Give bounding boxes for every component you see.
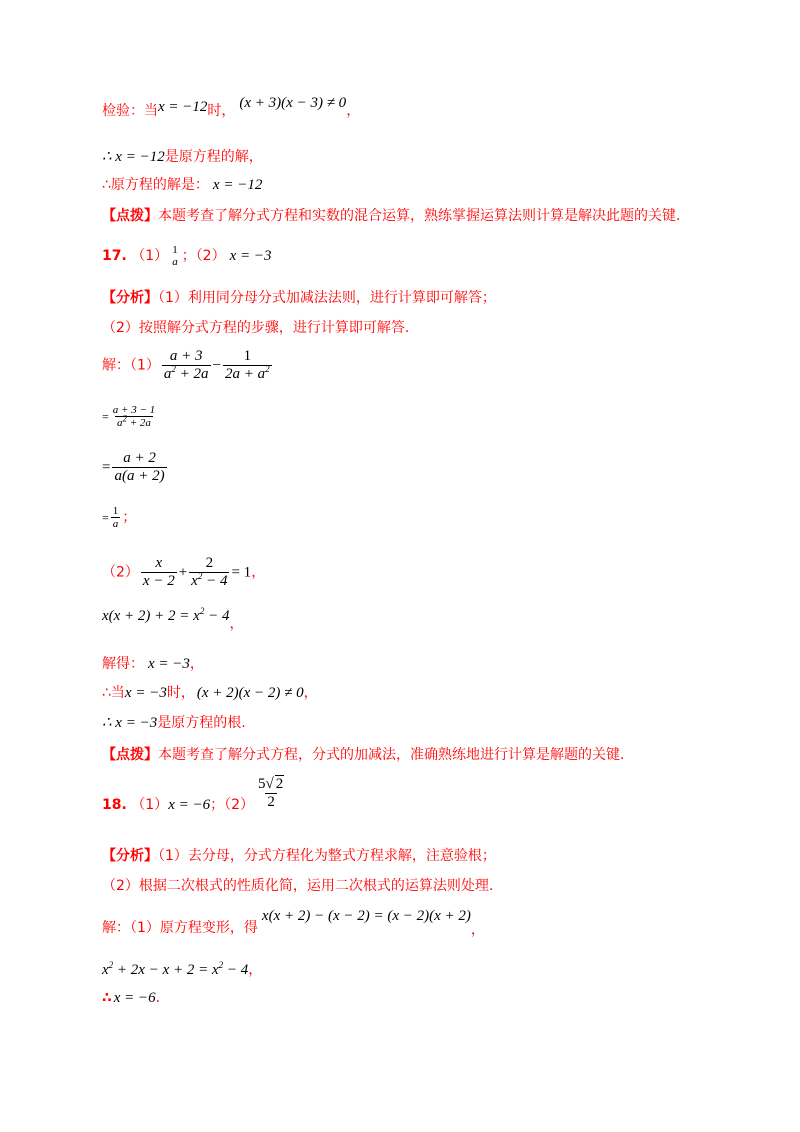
minus-sign: − xyxy=(212,357,222,374)
check-math-product: (x + 3)(x − 3) ≠ 0 xyxy=(239,95,347,111)
therefore-symbol: ∴ xyxy=(102,990,112,1006)
solution-17-step-2 xyxy=(102,450,169,485)
frac-den-sup: 2 xyxy=(122,413,127,424)
root-text: 是原方程的根. xyxy=(157,715,246,731)
frac-num: 1 xyxy=(243,348,252,364)
root-math: ∴ x = −3 xyxy=(102,715,158,731)
frac-den: a(a + 2) xyxy=(114,468,165,484)
equals-sign: = xyxy=(102,409,109,424)
analysis-label: 【分析】 xyxy=(102,848,158,864)
eq2-sup: 2 xyxy=(199,606,205,616)
solve-end: ， xyxy=(189,656,204,672)
eq-end: ， xyxy=(248,962,263,978)
solution-17-step-3 xyxy=(102,505,136,530)
analysis-17-line-1 xyxy=(102,288,496,308)
check-line xyxy=(102,95,361,121)
eq2-a: x(x + 2) + 2 = x xyxy=(102,608,200,624)
check-math1: x = −3 xyxy=(124,685,167,701)
part-2-label: （2） xyxy=(224,797,255,813)
check-prefix: 检验：当 xyxy=(102,103,158,119)
tip-label: 【点拨】 xyxy=(102,747,158,763)
part-2-label: （2） xyxy=(195,248,226,264)
frac-den-b: + 2a xyxy=(175,366,209,382)
final-answer-text: ∴原方程的解是： xyxy=(102,177,209,193)
eq-b: + 2x − x + 2 = x xyxy=(113,962,219,978)
check-b: 时， xyxy=(166,685,195,701)
analysis-text-1: （1）利用同分母分式加减法法则，进行计算即可解答； xyxy=(158,290,496,306)
frac-num-coef: 5 xyxy=(258,776,266,792)
frac-den-sup: 2 xyxy=(265,364,270,374)
frac-num: 1 xyxy=(112,505,119,517)
result-end: . xyxy=(155,990,161,1006)
analysis-17-line-2 xyxy=(102,318,409,338)
solution-text: 是原方程的解， xyxy=(164,149,263,165)
frac-den-a: x xyxy=(191,573,198,589)
part-1-label: （1） xyxy=(131,248,169,264)
tip-text: 本题考查了解分式方程和实数的混合运算，熟练掌握运算法则计算是解决此题的关键. xyxy=(158,208,681,224)
frac-num: a + 3 xyxy=(169,348,203,364)
check-math-x: x = −12 xyxy=(158,99,208,115)
answer-fraction-sqrt: $\frac{5√ 2}{2}$ xyxy=(258,776,284,810)
frac-den-b: + 2a xyxy=(126,417,151,429)
solution-end: ， xyxy=(470,922,485,938)
solution-17-eq2 xyxy=(102,606,244,632)
fraction-denominator: a xyxy=(172,256,178,268)
check-a: ∴当 xyxy=(102,685,125,701)
plus-sign: + xyxy=(178,564,188,581)
solution-prefix: 解：（1） xyxy=(102,357,160,374)
equals-sign: = xyxy=(102,459,111,476)
solution-17-part2 xyxy=(102,555,265,590)
tip-text: 本题考查了解分式方程，分式的加减法，准确熟练地进行计算是解题的关键. xyxy=(158,747,625,763)
solution-17-part1 xyxy=(102,348,274,383)
eq-c: − 4 xyxy=(223,962,249,978)
frac-num: a + 2 xyxy=(123,450,156,466)
eq2-b: − 4 xyxy=(204,608,230,624)
analysis-label: 【分析】 xyxy=(102,290,158,306)
answer-1-math: x = −6 xyxy=(168,797,211,813)
fraction-x xyxy=(141,555,177,590)
frac-den-a: a xyxy=(163,366,172,382)
solution-17-solve xyxy=(102,654,204,674)
comma: ， xyxy=(251,564,266,581)
analysis-18-line-1 xyxy=(102,846,496,866)
part-1-label: （1） xyxy=(131,797,169,813)
solution-line xyxy=(102,147,263,167)
question-18-answer xyxy=(102,775,288,811)
answer-2-math: x = −3 xyxy=(229,248,272,264)
frac-den-sup: 2 xyxy=(171,364,176,374)
final-answer-math: x = −12 xyxy=(212,177,263,193)
fraction-combined xyxy=(111,404,157,429)
tip-line-17 xyxy=(102,745,624,765)
solution-math: ∴ x = −12 xyxy=(102,149,165,165)
fraction-2 xyxy=(189,555,229,590)
solve-math: x = −3 xyxy=(148,656,190,672)
question-17-answer xyxy=(102,244,272,268)
question-number-17: 17. xyxy=(102,248,127,264)
solution-18-line-2 xyxy=(102,960,262,980)
fraction-1 xyxy=(223,348,272,383)
frac-den-a: 2a + a xyxy=(225,366,266,382)
eq-sup: 2 xyxy=(108,960,114,970)
solution-prefix: 解：（1）原方程变形，得 xyxy=(102,920,258,936)
question-number-18: 18. xyxy=(102,797,127,813)
fraction-numerator: 1 xyxy=(172,244,178,256)
final-answer-line xyxy=(102,175,262,195)
frac-den: x − 2 xyxy=(142,573,175,589)
frac-den: 2 xyxy=(267,794,275,810)
fraction-result xyxy=(111,505,121,530)
solve-text: 解得： xyxy=(102,656,144,672)
solution-17-step-1 xyxy=(102,404,159,429)
answer-fraction xyxy=(170,244,180,268)
solution-18-line-3 xyxy=(102,988,160,1008)
fraction-simplify xyxy=(112,450,166,485)
frac-num: a + 3 − 1 xyxy=(112,404,156,416)
fraction-a3 xyxy=(162,348,211,383)
solution-17-check xyxy=(102,683,318,703)
eq2-end: ， xyxy=(229,616,244,632)
check-end: ， xyxy=(303,685,318,701)
analysis-18-line-2 xyxy=(102,876,493,896)
analysis-text-2: （2）根据二次根式的性质化简，运用二次根式的运算法则处理. xyxy=(102,878,494,894)
check-mid: 时， xyxy=(207,103,236,119)
analysis-text-2: （2）按照解分式方程的步骤，进行计算即可解答. xyxy=(102,320,410,336)
frac-den-sup: 2 xyxy=(197,571,203,581)
solution-math: x(x + 2) − (x − 2) = (x − 2)(x + 2) xyxy=(261,908,471,924)
part-2-prefix: （2） xyxy=(102,564,139,581)
frac-den: a xyxy=(112,518,119,530)
solution-17-root xyxy=(102,713,246,733)
frac-den-a: a xyxy=(116,417,123,429)
rhs: = 1 xyxy=(231,564,252,581)
eq-sup2: 2 xyxy=(218,960,224,970)
frac-num: 2 xyxy=(205,555,214,571)
analysis-text-1: （1）去分母，分式方程化为整式方程求解，注意验根； xyxy=(158,848,496,864)
equals-sign: = xyxy=(102,510,109,525)
eq-a: x xyxy=(102,962,109,978)
separator: ； xyxy=(210,797,225,813)
check-math2: (x + 2)(x − 2) ≠ 0 xyxy=(196,685,304,701)
frac-num-radicand: 2 xyxy=(275,776,284,792)
result-math: x = −6 xyxy=(113,990,156,1006)
tip-label: 【点拨】 xyxy=(102,208,158,224)
solution-18-line-1 xyxy=(102,908,485,938)
check-end: ， xyxy=(346,103,361,119)
tip-line-16 xyxy=(102,206,680,226)
semicolon: ； xyxy=(122,509,137,526)
separator: ； xyxy=(181,248,196,264)
frac-num: x xyxy=(155,555,163,571)
frac-den-b: − 4 xyxy=(202,573,228,589)
